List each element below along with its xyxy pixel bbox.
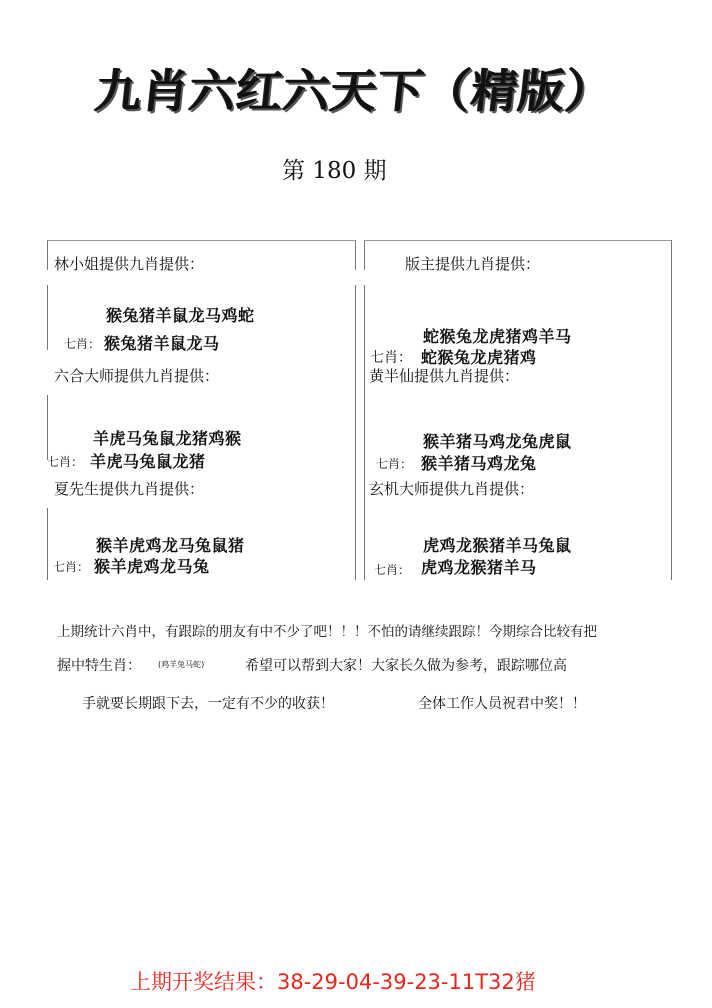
divider <box>47 240 48 270</box>
seven-zodiac-3: 羊虎马兔鼠龙猪 <box>90 452 206 471</box>
divider <box>47 395 48 460</box>
seven-zodiac-2: 蛇猴兔龙虎猪鸡 <box>421 348 537 367</box>
notice-line-2b: 希望可以帮到大家！大家长久做为参考，跟踪哪位高 <box>245 658 567 674</box>
seven-label-3: 七肖： <box>47 455 84 469</box>
notice-line-3a: 手就要长期跟下去，一定有不少的收获！ <box>82 696 334 712</box>
notice-line-2-small: (鸡羊兔马蛇) <box>158 660 205 669</box>
seven-zodiac-1: 猴兔猪羊鼠龙马 <box>104 334 220 353</box>
divider <box>355 285 356 580</box>
provider-name-1: 林小姐提供九肖提供： <box>54 255 205 273</box>
nine-zodiac-3: 羊虎马兔鼠龙猪鸡猴 <box>93 429 242 448</box>
provider-name-4: 黄半仙提供九肖提供： <box>369 367 520 385</box>
nine-zodiac-2: 蛇猴兔龙虎猪鸡羊马 <box>423 327 572 346</box>
divider <box>671 240 672 580</box>
notice-line-3b: 全体工作人员祝君中奖！！ <box>418 696 586 712</box>
divider <box>47 285 48 350</box>
nine-zodiac-6: 虎鸡龙猴猪羊马兔鼠 <box>423 536 572 555</box>
issue-number: 第 180 期 <box>282 158 387 184</box>
seven-label-4: 七肖： <box>376 457 413 471</box>
divider <box>364 240 365 270</box>
divider <box>47 508 48 580</box>
notice-line-1: 上期统计六肖中，有跟踪的朋友有中不少了吧！！！不怕的请继续跟踪！今期综合比较有把 <box>57 624 597 640</box>
seven-zodiac-4: 猴羊猪马鸡龙兔 <box>421 454 537 473</box>
seven-zodiac-6: 虎鸡龙猴猪羊马 <box>421 558 537 577</box>
provider-name-3: 六合大师提供九肖提供： <box>54 367 220 385</box>
nine-zodiac-4: 猴羊猪马鸡龙兔虎鼠 <box>423 432 572 451</box>
nine-zodiac-5: 猴羊虎鸡龙马兔鼠猪 <box>96 536 245 555</box>
divider <box>364 285 365 580</box>
seven-label-6: 七肖： <box>374 563 411 577</box>
seven-label-1: 七肖： <box>64 337 101 351</box>
provider-name-5: 夏先生提供九肖提供： <box>54 480 205 498</box>
divider <box>364 240 671 241</box>
page-title: 九肖六红六天下（精版） <box>92 64 616 118</box>
provider-name-6: 玄机大师提供九肖提供： <box>369 480 535 498</box>
nine-zodiac-1: 猴兔猪羊鼠龙马鸡蛇 <box>106 306 255 325</box>
divider <box>355 240 356 270</box>
last-draw-result: 上期开奖结果：38-29-04-39-23-11T32猪 <box>130 970 536 994</box>
provider-name-2: 版主提供九肖提供： <box>405 255 541 273</box>
seven-label-2: 七肖： <box>370 350 412 366</box>
seven-zodiac-5: 猴羊虎鸡龙马兔 <box>94 557 210 576</box>
notice-line-2a: 握中特生肖： <box>57 658 141 674</box>
seven-label-5: 七肖： <box>53 560 90 574</box>
divider <box>47 240 355 241</box>
